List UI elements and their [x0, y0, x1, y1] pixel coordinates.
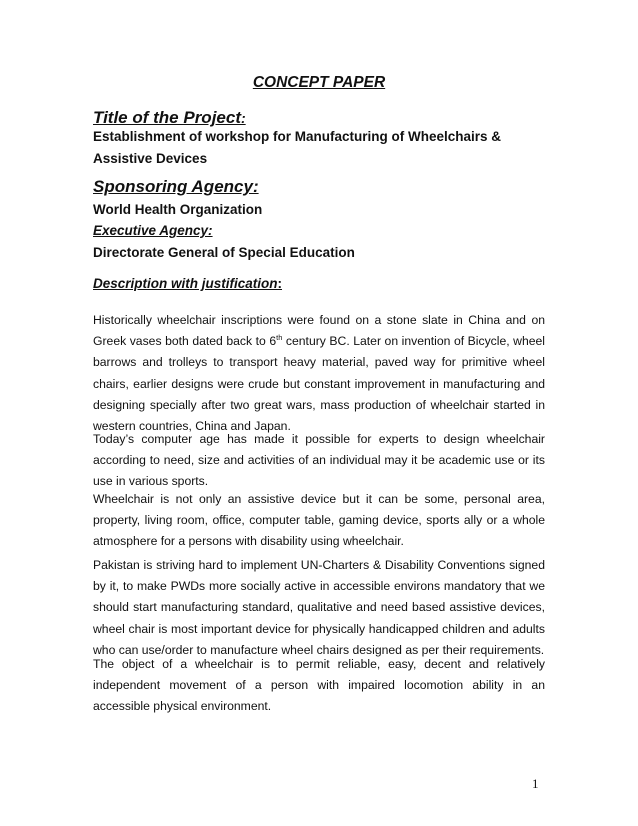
description-heading — [93, 276, 282, 291]
ordinal-superscript: th — [276, 333, 283, 343]
project-title-heading-text: Title of the Project — [93, 108, 241, 127]
paragraph-computer-age: Today’s computer age has made it possible for experts to design wheelchair according to need, size and activities of an individual may it be academic use or its use in various sports. — [93, 432, 545, 489]
project-title-heading-colon: : — [241, 110, 246, 126]
paragraph-assistive-device: Wheelchair is not only an assistive device but it can be some, personal area, property, living room, office, computer table, gaming device, sports ally or a whole atmosphere for a persons with disability using wheelchair. — [93, 492, 545, 549]
page-number: 1 — [532, 776, 539, 791]
paragraph-history-part2: century BC. Later on invention of Bicycle, wheel barrows and trolleys to transport heavy material, paved way for primitive wheel chairs, earlier designs were crude but constant improvement in manufacturing and designing specially after two great wars, mass production of wheelchair started in western countries, China and Japan. — [93, 334, 545, 434]
description-heading-colon: : — [277, 276, 283, 291]
sponsoring-agency: World Health Organization — [93, 202, 263, 217]
executive-agency: Directorate General of Special Education — [93, 245, 355, 260]
paragraph-pakistan: Pakistan is striving hard to implement UN-Charters & Disability Conventions signed by it, to make PWDs more socially active in accessible environs mandatory that we should start manufacturing standard, qualitative and need based assistive devices, wheel chair is most important device for physically handicapped children and adults who can use/order to manufacture wheel chairs designed as per their requirements. — [93, 558, 545, 657]
paragraph-object: The object of a wheelchair is to permit reliable, easy, decent and relatively independent movement of a person with impaired locomotion ability in an accessible physical environment. — [93, 657, 545, 714]
paragraph-history — [93, 310, 545, 437]
project-title-heading — [93, 108, 246, 128]
project-title: Establishment of workshop for Manufacturing of Wheelchairs & Assistive Devices — [93, 129, 502, 166]
document-title: CONCEPT PAPER — [252, 74, 386, 91]
paragraph-history-part1: Historically wheelchair inscriptions were found on a stone slate in China and on Greek vases both dated back to 6 — [93, 313, 545, 349]
description-heading-text: Description with justification — [93, 276, 278, 291]
executive-agency-heading: Executive Agency: — [93, 223, 213, 238]
sponsoring-agency-heading: Sponsoring Agency: — [93, 177, 259, 196]
